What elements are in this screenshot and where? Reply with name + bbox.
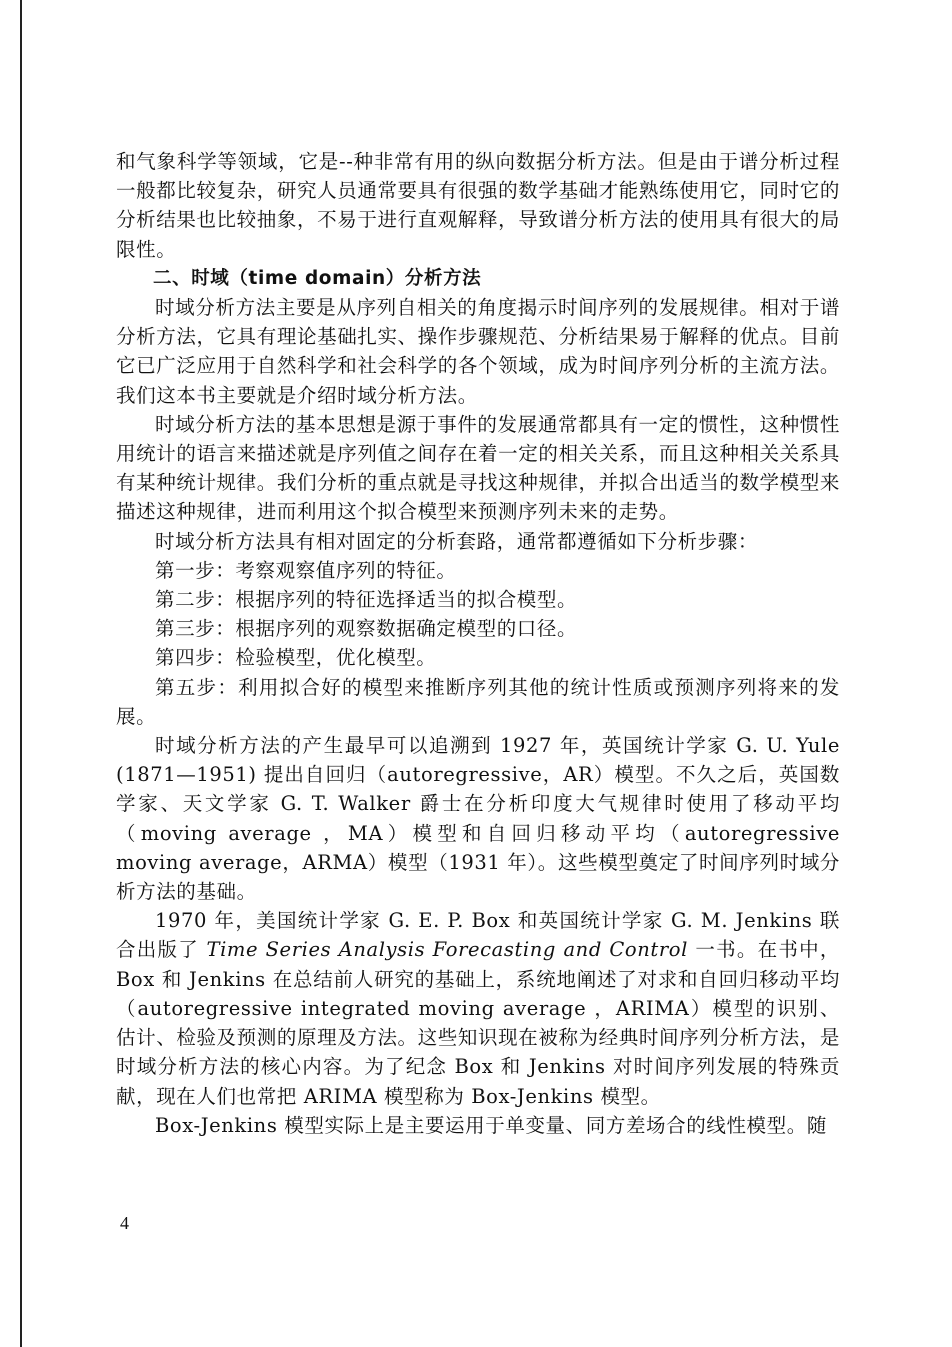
paragraph-box-jenkins-model: Box-Jenkins 模型实际上是主要运用于单变量、同方差场合的线性模型。随: [155, 1113, 827, 1137]
step-4: 第四步：检验模型，优化模型。: [155, 646, 437, 670]
page-binding-edge: [20, 0, 22, 1347]
paragraph-spectral-analysis-end: 和气象科学等领域，它是--种非常有用的纵向数据分析方法。但是由于谱分析过程一般都比较复杂，研究人员通常要具有很强的数学基础才能熟练使用它，同时它的分析结果也比较抽象，不易于进行直观解释，导致谱分析方法的使用具有很大的局限性。: [116, 150, 840, 261]
paragraph-time-domain-idea: 时域分析方法的基本思想是源于事件的发展通常都具有一定的惯性，这种惯性用统计的语言来描述就是序列值之间存在着一定的相关关系，而且这种相关关系具有某种统计规律。我们分析的重点就是寻找这种规律，并拟合出适当的数学模型来描述这种规律，进而利用这个拟合模型来预测序列未来的走势。: [116, 412, 840, 524]
step-1: 第一步：考察观察值序列的特征。: [155, 558, 457, 582]
box-jenkins-text-before: 1970 年，美国统计学家 G. E. P. Box 和英国统计学家 G. M. Jenkins 联合出版了: [116, 909, 840, 962]
step-3: 第三步：根据序列的观察数据确定模型的口径。: [155, 617, 578, 641]
section-heading-time-domain: 二、时域（time domain）分析方法: [153, 267, 482, 289]
paragraph-box-jenkins: [116, 906, 840, 1110]
page-body: [116, 147, 840, 1140]
box-jenkins-text-after: 一书。在书中，Box 和 Jenkins 在总结前人研究的基础上，系统地阐述了对求和自回归移动平均（autoregressive integrated moving average ，ARIMA）模型的识别、估计、检验及预测的原理及方法。这些知识现在被称为经典时间序列分析方法，是时域分析方法的核心内容。为了纪念 Box 和 Jenkins 对时间序列发展的特殊贡献，现在人们也常把 ARIMA 模型称为 Box-Jenkins 模型。: [116, 938, 841, 1108]
paragraph-time-domain-intro: 时域分析方法主要是从序列自相关的角度揭示时间序列的发展规律。相对于谱分析方法，它具有理论基础扎实、操作步骤规范、分析结果易于解释的优点。目前它已广泛应用于自然科学和社会科学的各个领域，成为时间序列分析的主流方法。我们这本书主要就是介绍时域分析方法。: [116, 296, 840, 407]
step-5: 第五步：利用拟合好的模型来推断序列其他的统计性质或预测序列将来的发展。: [116, 675, 840, 728]
step-2: 第二步：根据序列的特征选择适当的拟合模型。: [155, 588, 578, 612]
paragraph-analysis-steps-intro: 时域分析方法具有相对固定的分析套路，通常都遵循如下分析步骤：: [155, 529, 759, 553]
paragraph-history-yule-walker: 时域分析方法的产生最早可以追溯到 1927 年，英国统计学家 G. U. Yule (1871—1951) 提出自回归（autoregressive，AR）模型。不久之后，英国数学家、天文学家 G. T. Walker 爵士在分析印度大气规律时使用了移动平均（moving average ，MA）模型和自回归移动平均（autoregressive moving average，ARMA）模型（1931 年）。这些模型奠定了时间序列时域分析方法的基础。: [116, 734, 840, 904]
page-number: 4: [120, 1213, 129, 1233]
book-title: Time Series Analysis Forecasting and Control: [206, 938, 688, 962]
